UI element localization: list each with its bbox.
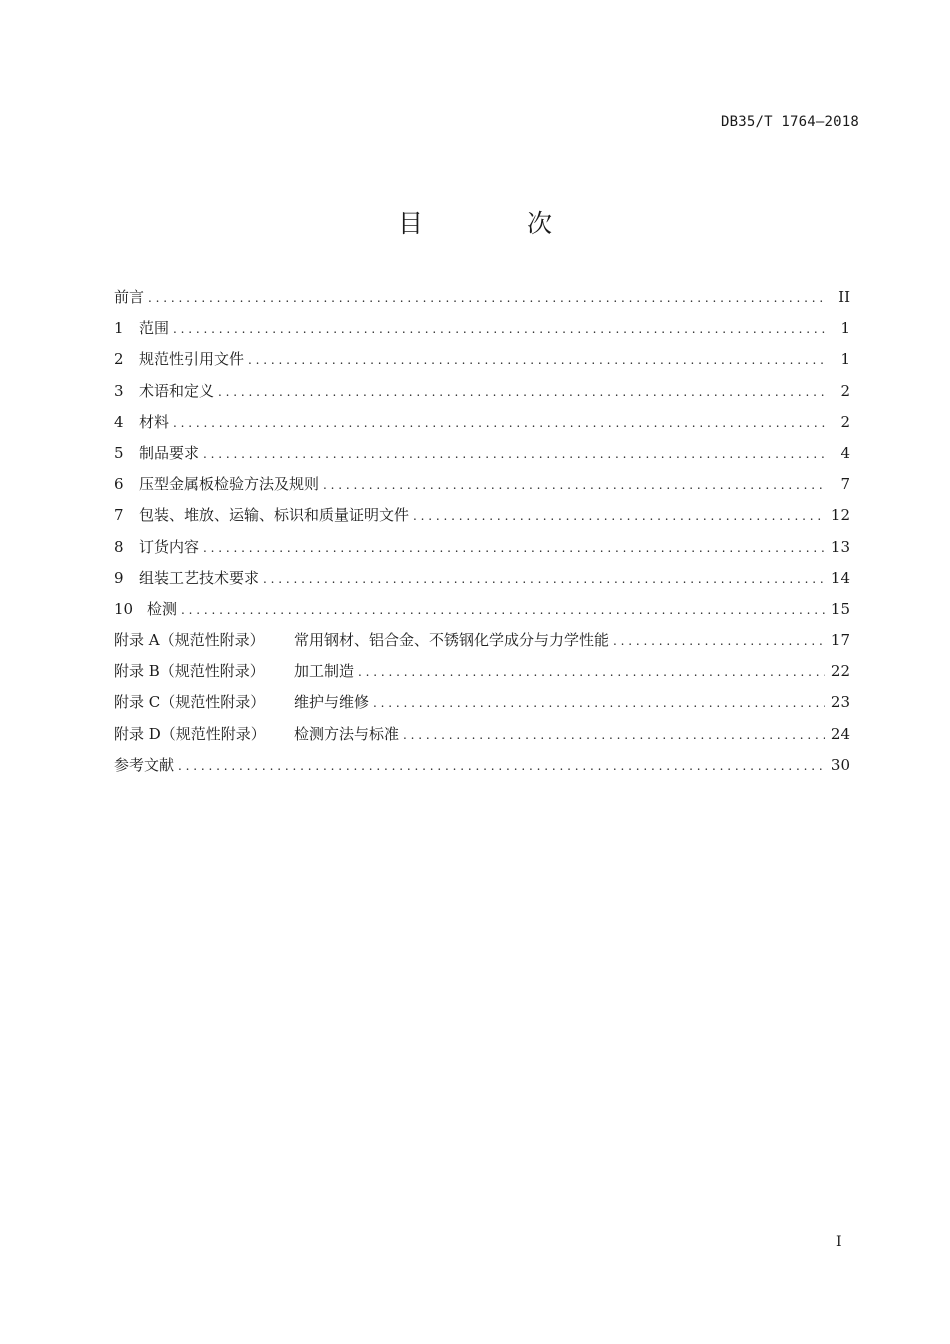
toc-entry-number: 9 <box>114 568 124 587</box>
table-of-contents <box>114 285 850 784</box>
toc-leader-dots <box>403 723 825 747</box>
toc-entry-page: 24 <box>830 724 850 743</box>
toc-entry-label: 包装、堆放、运输、标识和质量证明文件 <box>139 506 410 525</box>
toc-entry-10[interactable] <box>114 597 850 628</box>
toc-entry-page: 12 <box>830 506 850 525</box>
toc-leader-dots <box>203 442 826 466</box>
toc-entry-annex-b[interactable] <box>114 659 850 690</box>
toc-entry-number: 6 <box>114 475 124 494</box>
toc-leader-dots <box>248 348 826 372</box>
toc-entry-page: 1 <box>840 319 850 338</box>
toc-leader-dots <box>373 691 825 715</box>
toc-entry-number: 3 <box>114 381 124 400</box>
toc-entry-label: 组装工艺技术要求 <box>139 568 260 587</box>
toc-entry-label: 维护与维修 <box>294 693 370 712</box>
toc-entry-page: 2 <box>840 381 850 400</box>
toc-entry-label: 检测 <box>147 599 178 618</box>
toc-entry-label: 材料 <box>139 412 170 431</box>
document-code: DB35/T 1764—2018 <box>720 114 859 130</box>
toc-entry-page: 17 <box>830 631 850 650</box>
toc-entry-label: 常用钢材、铝合金、不锈钢化学成分与力学性能 <box>294 631 610 650</box>
toc-entry-8[interactable] <box>114 535 850 566</box>
toc-annex-prefix: 附录 A（规范性附录） <box>114 631 265 650</box>
toc-entry-page: 22 <box>830 662 850 681</box>
toc-entry-7[interactable] <box>114 503 850 534</box>
toc-leader-dots <box>148 286 826 310</box>
toc-entry-label: 制品要求 <box>139 443 200 462</box>
toc-entry-label: 加工制造 <box>294 662 355 681</box>
toc-leader-dots <box>218 380 826 404</box>
toc-entry-foreword[interactable] <box>114 285 850 316</box>
toc-annex-prefix: 附录 C（规范性附录） <box>114 693 266 712</box>
toc-leader-dots <box>413 504 825 528</box>
toc-entry-5[interactable] <box>114 441 850 472</box>
toc-entry-annex-c[interactable] <box>114 690 850 721</box>
toc-leader-dots <box>613 629 825 653</box>
toc-entry-number: 4 <box>114 412 124 431</box>
toc-entry-number: 1 <box>114 319 124 338</box>
toc-entry-label: 检测方法与标准 <box>294 724 400 743</box>
toc-entry-3[interactable] <box>114 379 850 410</box>
toc-entry-page: 1 <box>840 350 850 369</box>
toc-leader-dots <box>173 411 826 435</box>
toc-annex-prefix: 附录 D（规范性附录） <box>114 724 266 743</box>
toc-entry-annex-a[interactable] <box>114 628 850 659</box>
toc-leader-dots <box>263 567 825 591</box>
toc-entry-6[interactable] <box>114 472 850 503</box>
toc-leader-dots <box>323 473 826 497</box>
toc-leader-dots <box>178 754 825 778</box>
toc-annex-prefix: 附录 B（规范性附录） <box>114 662 265 681</box>
toc-entry-number: 10 <box>114 599 134 618</box>
toc-entry-page: 15 <box>830 599 850 618</box>
toc-entry-page: 7 <box>840 475 850 494</box>
toc-entry-number: 8 <box>114 537 124 556</box>
toc-entry-label: 范围 <box>139 319 170 338</box>
toc-entry-page: 23 <box>830 693 850 712</box>
toc-entry-page: 30 <box>830 755 850 774</box>
toc-entry-page: 13 <box>830 537 850 556</box>
toc-title: 目 次 <box>398 209 600 238</box>
toc-entry-page: II <box>838 288 850 306</box>
toc-entry-label: 参考文献 <box>114 755 175 774</box>
toc-entry-label: 订货内容 <box>139 537 200 556</box>
toc-entry-page: 14 <box>830 568 850 587</box>
toc-entry-9[interactable] <box>114 566 850 597</box>
toc-entry-1[interactable] <box>114 316 850 347</box>
toc-leader-dots <box>173 317 826 341</box>
toc-entry-number: 5 <box>114 443 124 462</box>
toc-entry-2[interactable] <box>114 347 850 378</box>
toc-leader-dots <box>203 536 825 560</box>
toc-entry-annex-d[interactable] <box>114 722 850 753</box>
toc-entry-page: 2 <box>840 412 850 431</box>
toc-entry-label: 规范性引用文件 <box>139 350 245 369</box>
toc-leader-dots <box>181 598 825 622</box>
toc-entry-label: 前言 <box>114 288 145 306</box>
toc-entry-label: 术语和定义 <box>139 381 215 400</box>
page-number: I <box>836 1234 842 1250</box>
toc-entry-page: 4 <box>840 443 850 462</box>
toc-entry-number: 7 <box>114 506 124 525</box>
toc-leader-dots <box>358 660 825 684</box>
toc-entry-label: 压型金属板检验方法及规则 <box>139 475 320 494</box>
toc-entry-4[interactable] <box>114 410 850 441</box>
toc-entry-bibliography[interactable] <box>114 753 850 784</box>
toc-entry-number: 2 <box>114 350 124 369</box>
